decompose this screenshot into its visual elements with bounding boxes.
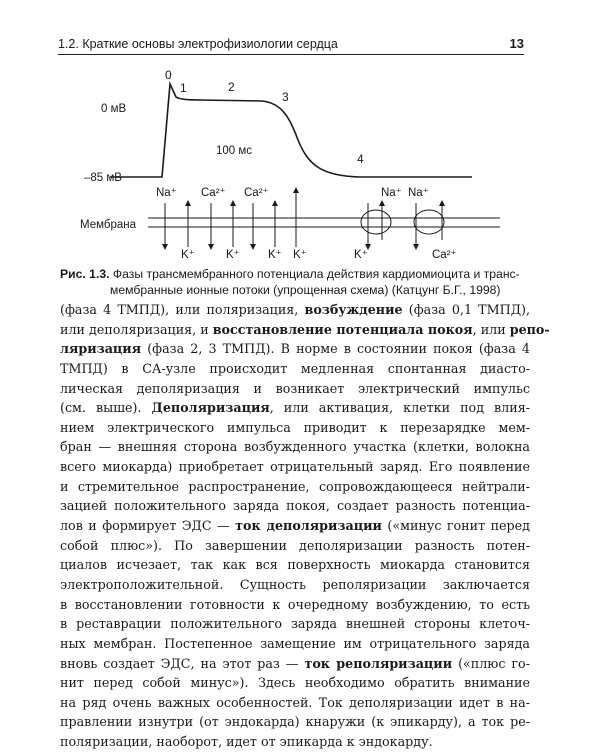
text-line: поляризации, наоборот, идет от эпикарда к эндокарду. [60,734,433,750]
text-line: на ряд очень важных особенностей. Ток деполяризации идет в на- [60,694,530,710]
text-line: бран — внешняя сторона возбужденного участка (клетки, волокна [60,439,530,455]
text-line: нием электрического импульса приводит к перезарядке мем- [60,419,530,435]
text-line: (фаза 4 ТМПД), или поляризация, возбуждение (фаза 0,1 ТМПД), [60,302,530,317]
page-number: 13 [509,36,524,51]
text-line: нит перед собой минус»). Здесь необходимо обратить внимание [60,675,530,691]
text-line: ных мембран. Постепенное замещение им отрицательного заряда [60,635,530,651]
body-text [60,300,550,752]
text-line: правлении изнутри (от эндокарда) кнаружи (к эпикарду), а ток ре- [60,714,530,730]
text-line: циалов исчезает, так как вся поверхность миокарда становится [60,557,530,573]
caption-line-2: мембранные ионные потоки (упрощенная схема) (Катцунг Б.Г., 1998) [110,283,501,297]
ion-na-top-3: Na⁺ [408,187,429,199]
text-line: в восстановлении готовности к очередному возбуждению, то есть [60,596,530,612]
ion-na-top-1: Na⁺ [156,187,177,199]
phase-4-label: 4 [357,152,364,166]
figure-caption [60,266,530,298]
ion-k-bottom-3: K⁺ [268,249,282,261]
voltage-zero-label: 0 мВ [101,103,127,115]
ion-k-bottom-5: K⁺ [354,249,368,261]
phase-1-label: 1 [180,81,187,95]
ion-k-bottom-1: K⁺ [181,249,195,261]
text-line: ТМПД) в СА-узле происходит медленная спонтанная диасто- [60,360,530,376]
text-line: электроположительной. Сущность реполяризации заключается [60,576,530,592]
action-potential-figure [0,0,600,270]
text-line: и стремительное распространение, сопровождающееся нейтрали- [60,478,530,494]
ion-ca-top-2: Ca²⁺ [244,187,269,199]
membrane-label: Мембрана [80,219,137,231]
text-line: в реставрации положительного заряда внешней стороны клеточ- [60,616,530,632]
voltage-rest-label: –85 мВ [84,172,122,184]
ion-k-bottom-2: K⁺ [226,249,240,261]
text-line: (см. выше). Деполяризация, или активация, клетки под влия- [60,400,530,416]
ion-ca-top-1: Ca²⁺ [201,187,226,199]
phase-2-label: 2 [228,80,235,94]
ion-k-bottom-4: K⁺ [293,249,307,261]
section-title: 1.2. Краткие основы электрофизиологии сердца [58,37,338,51]
text-line: вновь создает ЭДС, на этот раз — ток реполяризации («плюс го- [60,655,530,671]
time-scale-label: 100 мс [216,145,253,157]
ion-na-top-2: Na⁺ [381,187,402,199]
text-line: собой плюс»). По завершении деполяризации разность потен- [60,537,530,553]
action-potential-curve [110,84,472,177]
phase-3-label: 3 [282,90,289,104]
caption-label: Рис. 1.3. [60,267,110,281]
text-line: ляризация (фаза 2, 3 ТМПД). В норме в состоянии покоя (фаза 4 [60,341,530,357]
phase-0-label: 0 [165,68,172,82]
na-ca-exchanger-circle [414,210,444,234]
text-line: зацией положительного заряда покоя, создает разность потенциа- [60,498,530,514]
text-line: лическая деполяризация и возникает электрический импульс [60,380,530,396]
text-line: лов и формирует ЭДС — ток деполяризации («минус гонит перед [60,518,530,534]
caption-line-1: Фазы трансмембранного потенциала действия кардиомиоцита и транс- [109,267,520,281]
ion-ca-bottom-1: Ca²⁺ [432,249,457,261]
text-line: или деполяризация, и восстановление потенциала покоя, или репо- [60,321,550,337]
text-line: всего миокарда) приобретает отрицательный заряд. Его появление [60,459,530,475]
na-k-pump-circle [361,210,391,234]
